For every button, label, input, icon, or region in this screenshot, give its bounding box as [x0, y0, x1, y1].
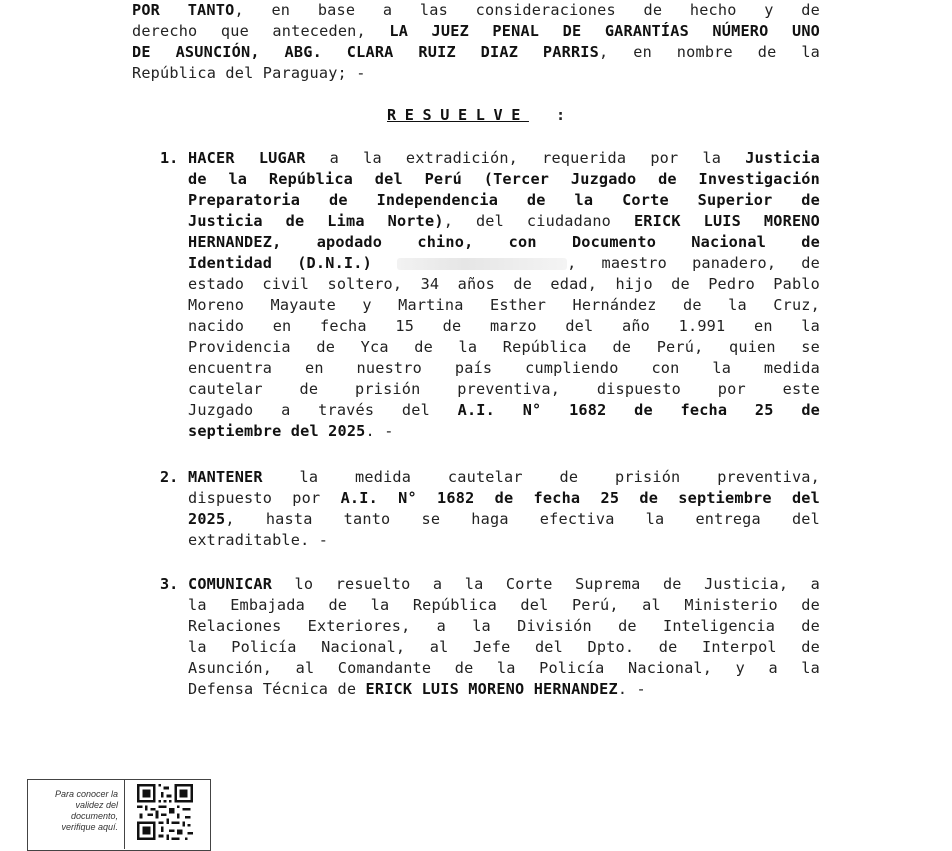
- item-1-line-1: HACER LUGAR a la extradición, requerida por la Justicia: [188, 149, 821, 167]
- item-1-line-10: Providencia de Yca de la República de Perú, quien se: [188, 338, 820, 356]
- verification-line-1: Para conocer la: [54, 789, 118, 799]
- item-1-line-3: Preparatoria de Independencia de la Corte Superior de: [188, 191, 820, 209]
- verification-line-4: verifique aquí.: [61, 822, 118, 832]
- item-1-line-8: Moreno Mayaute y Martina Esther Hernández de la Cruz,: [188, 296, 820, 314]
- item-1-line-2: de la República del Perú (Tercer Juzgado de Investigación: [188, 170, 820, 188]
- item-1-line-12: cautelar de prisión preventiva, dispuesto por este: [188, 380, 820, 398]
- verification-line-2: validez del: [75, 800, 118, 810]
- item-1-line-11: encuentra en nuestro país cumpliendo con la medida: [188, 359, 820, 377]
- resuelve-heading-colon: :: [556, 106, 566, 124]
- verification-text: [30, 789, 118, 833]
- item-2-line-3: 2025, hasta tanto se haga efectiva la entrega del: [188, 510, 820, 528]
- verification-line-3: documento,: [70, 811, 118, 821]
- item-1-line-7: estado civil soltero, 34 años de edad, hijo de Pedro Pablo: [188, 275, 820, 293]
- item-2-line-4: extraditable. -: [188, 531, 329, 549]
- preamble-line-2: derecho que anteceden, LA JUEZ PENAL DE GARANTÍAS NÚMERO UNO: [132, 22, 821, 40]
- item-1-line-13: Juzgado a través del A.I. N° 1682 de fecha 25 de: [188, 401, 821, 419]
- preamble-line-3: DE ASUNCIÓN, ABG. CLARA RUIZ DIAZ PARRIS, en nombre de la: [132, 43, 821, 61]
- resuelve-heading: RESUELVE: [387, 106, 529, 124]
- item-1-number: 1.: [160, 149, 179, 167]
- item-2-line-2: dispuesto por A.I. N° 1682 de fecha 25 de septiembre del: [188, 489, 820, 507]
- item-2-line-1: MANTENER la medida cautelar de prisión preventiva,: [188, 468, 820, 486]
- item-3-line-6: Defensa Técnica de ERICK LUIS MORENO HERNANDEZ. -: [188, 680, 646, 698]
- item-3-line-3: Relaciones Exteriores, a la División de Inteligencia de: [188, 617, 820, 635]
- item-1-line-5: HERNANDEZ, apodado chino, con Documento Nacional de: [188, 233, 820, 251]
- redacted-dni: [397, 258, 567, 270]
- item-1-line-6: Identidad (D.N.I.) , maestro panadero, de: [188, 254, 820, 272]
- item-3-number: 3.: [160, 575, 179, 593]
- item-2-number: 2.: [160, 468, 179, 486]
- item-3-line-1: COMUNICAR lo resuelto a la Corte Suprema de Justicia, a: [188, 575, 820, 593]
- verification-divider: [124, 779, 125, 849]
- preamble-line-1: POR TANTO, en base a las consideraciones de hecho y de: [132, 1, 820, 19]
- item-1-line-9: nacido en fecha 15 de marzo del año 1.991 en la: [188, 317, 820, 335]
- item-3-line-5: Asunción, al Comandante de la Policía Nacional, y a la: [188, 659, 820, 677]
- item-3-line-4: la Policía Nacional, al Jefe del Dpto. de Interpol de: [188, 638, 820, 656]
- qr-code-icon[interactable]: [137, 784, 193, 840]
- item-1-line-4: Justicia de Lima Norte), del ciudadano ERICK LUIS MORENO: [188, 212, 820, 230]
- preamble-line-4: República del Paraguay; -: [132, 64, 366, 82]
- item-1-line-14: septiembre del 2025. -: [188, 422, 394, 440]
- item-3-line-2: la Embajada de la República del Perú, al Ministerio de: [188, 596, 820, 614]
